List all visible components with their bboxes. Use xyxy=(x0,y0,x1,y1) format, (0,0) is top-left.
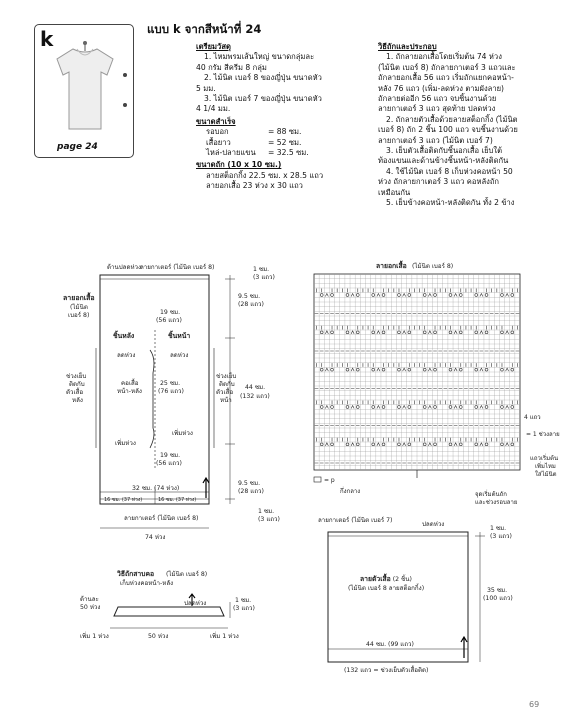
yarn-over-icon xyxy=(423,368,426,371)
decrease-stitch-icon xyxy=(325,294,328,297)
decrease-stitch-icon xyxy=(403,331,406,334)
yarn-over-icon xyxy=(434,443,437,446)
yarn-over-icon xyxy=(398,294,401,297)
yarn-over-icon xyxy=(382,443,385,446)
yarn-over-icon xyxy=(320,294,323,297)
neckband-50: 50 ห่วง xyxy=(148,633,169,640)
yarn-over-icon xyxy=(501,331,504,334)
yarn-over-icon xyxy=(356,406,359,409)
yarn-over-icon xyxy=(485,406,488,409)
yarn-over-icon xyxy=(346,368,349,371)
decrease-stitch-icon xyxy=(377,443,380,446)
method-line: 1. ถักลายอกเสื้อโดยเริ่มต้น 74 ห่วง xyxy=(386,52,502,62)
method-line: เบอร์ 8) ถัก 2 ชิ้น 100 แถว จบชิ้นงานด้วย xyxy=(378,125,518,135)
yarn-over-icon xyxy=(511,406,514,409)
materials-heading: เตรียมวัสดุ xyxy=(196,42,231,51)
chart-title: ลายอกเสื้อ xyxy=(376,262,407,270)
decrease-stitch-icon xyxy=(325,368,328,371)
yarn-over-icon xyxy=(346,331,349,334)
yarn-over-icon xyxy=(408,443,411,446)
method-section xyxy=(378,42,544,209)
yarn-over-icon xyxy=(331,406,334,409)
materials-line: 4 1/4 มม. xyxy=(196,104,231,114)
chart-note-end: เพิ่มไหม xyxy=(535,463,556,470)
yarn-over-icon xyxy=(331,294,334,297)
neckband-inc-left: เพิ่ม 1 ห่วง xyxy=(80,633,109,640)
method-line: 4. ใช้ไม้นิต เบอร์ 8 เก็บห่วงคอหน้า 50 xyxy=(386,166,513,176)
body-center-sub: (ไม้นิต เบอร์ 8 ลายสต็อกกิ้ง) xyxy=(348,585,425,592)
yarn-over-icon xyxy=(501,443,504,446)
yarn-over-icon xyxy=(459,331,462,334)
yarn-over-icon xyxy=(372,331,375,334)
decrease-stitch-icon xyxy=(403,368,406,371)
neckband-1cm: 1 ซม. xyxy=(235,597,252,604)
materials-line: 2. ไม้นิต เบอร์ 8 ของญี่ปุ่น ขนาดหัว xyxy=(204,73,322,83)
neckband-bind: ปลดห่วง xyxy=(184,600,207,607)
yarn-over-icon xyxy=(459,368,462,371)
yarn-over-icon xyxy=(449,331,452,334)
yarn-over-icon xyxy=(398,443,401,446)
decrease-stitch-icon xyxy=(506,368,509,371)
pattern-card xyxy=(34,24,134,158)
yoke-bottom-16b: 16 ซม. (37 ห่วง) xyxy=(158,497,197,503)
yoke-left-title: ลายอกเสื้อ xyxy=(63,294,95,302)
yarn-over-icon xyxy=(511,368,514,371)
body-garter-top: ลายกาเตอร์ (ไม้นิต เบอร์ 7) xyxy=(318,517,393,524)
decrease-stitch-icon xyxy=(506,331,509,334)
body-center-title: ลายตัวเสื้อ (2 ชิ้น) xyxy=(360,575,412,583)
yarn-over-icon xyxy=(459,406,462,409)
neckband-left: ด้านละ xyxy=(80,596,99,603)
yoke-dim-28b: (28 แถว) xyxy=(238,488,264,495)
yarn-over-icon xyxy=(356,331,359,334)
body-3rows: (3 แถว) xyxy=(490,533,512,540)
method-line: ถักลายต่ออีก 56 แถว จบชิ้นงานด้วย xyxy=(378,94,497,104)
yarn-over-icon xyxy=(511,331,514,334)
yarn-over-icon xyxy=(434,294,437,297)
chart-center: กึ่งกลาง xyxy=(340,488,361,495)
chart-note-start: จุดเริ่มต้นถัก xyxy=(475,491,507,498)
yarn-over-icon xyxy=(382,368,385,371)
yarn-over-icon xyxy=(320,331,323,334)
neckband-left: 50 ห่วง xyxy=(80,604,101,611)
decrease-stitch-icon xyxy=(351,331,354,334)
yoke-inner-25: 25 ซม. xyxy=(160,380,181,387)
yoke-dec-right: ลดห่วง xyxy=(170,352,189,359)
yarn-over-icon xyxy=(485,294,488,297)
yarn-over-icon xyxy=(485,443,488,446)
decrease-stitch-icon xyxy=(454,331,457,334)
binder-hole xyxy=(123,103,127,107)
yoke-left-sub: (ไม้นิต xyxy=(70,304,88,311)
method-line: เหมือนกัน xyxy=(378,187,411,197)
yarn-over-icon xyxy=(475,331,478,334)
finished-size-heading: ขนาดสำเร็จ xyxy=(196,116,236,126)
decrease-stitch-icon xyxy=(403,443,406,446)
method-line: ลายกาเตอร์ 3 แถว สุดท้าย ปลดห่วง xyxy=(378,104,496,114)
finished-size-row: รอบอก = 88 ซม. xyxy=(206,127,302,137)
yarn-over-icon xyxy=(459,294,462,297)
yoke-right-side: ช่วงเย็บ xyxy=(216,373,237,380)
stitch-chart xyxy=(300,258,570,518)
decrease-stitch-icon xyxy=(351,406,354,409)
yoke-garter-top: ลายกาเตอร์ (ไม้นิต เบอร์ 8) xyxy=(140,264,215,271)
yarn-over-icon xyxy=(408,368,411,371)
decrease-stitch-icon xyxy=(506,443,509,446)
method-line: 2. ถักลายตัวเสื้อด้วยลายสต็อกกิ้ง (ไม้นิต xyxy=(386,114,518,124)
page-number: 69 xyxy=(529,700,540,709)
yoke-left-side: ติดกับ xyxy=(69,381,85,388)
yarn-over-icon xyxy=(449,406,452,409)
yoke-dim-9-5b: 9.5 ซม. xyxy=(238,480,261,487)
yarn-over-icon xyxy=(382,406,385,409)
yoke-dim-9-5: 9.5 ซม. xyxy=(238,293,261,300)
yoke-dim-28: (28 แถว) xyxy=(238,301,264,308)
yoke-neck: หน้า-หลัง xyxy=(117,388,142,395)
yoke-top-note: ด้านปลดห่วง xyxy=(107,264,142,271)
finished-size-row: ไหล่-ปลายแขน = 32.5 ซม. xyxy=(206,148,309,158)
yoke-right-side: ติดกับ xyxy=(219,381,235,388)
yarn-over-icon xyxy=(449,443,452,446)
yoke-neck: คอเสื้อ xyxy=(121,380,139,387)
method-line: หลัง 76 แถว (เพิ่ม-ลดห่วง ตามผังลาย) xyxy=(378,83,505,93)
yarn-over-icon xyxy=(320,406,323,409)
yarn-over-icon xyxy=(331,368,334,371)
yoke-right-side: หน้า xyxy=(220,397,232,404)
yarn-over-icon xyxy=(372,368,375,371)
decrease-stitch-icon xyxy=(454,294,457,297)
yoke-inc-right: เพิ่มห่วง xyxy=(172,430,193,437)
yarn-over-icon xyxy=(501,294,504,297)
neckband-diagram xyxy=(80,566,260,646)
yarn-over-icon xyxy=(408,331,411,334)
yoke-dim-44: 44 ซม. xyxy=(245,384,266,391)
materials-section xyxy=(196,42,366,192)
yarn-over-icon xyxy=(423,406,426,409)
yarn-over-icon xyxy=(408,294,411,297)
yarn-over-icon xyxy=(408,406,411,409)
method-line: 5. เย็บข้างคอหน้า-หลังติดกัน ทั้ง 2 ข้าง xyxy=(386,198,515,208)
yoke-dim-3rows: (3 แถว) xyxy=(253,274,275,281)
yarn-over-icon xyxy=(501,368,504,371)
method-line: ถักลายอกเสื้อ 56 แถว เริ่มถักแยกคอหน้า- xyxy=(378,73,514,83)
yoke-dim-3b: (3 แถว) xyxy=(258,516,280,523)
body-35: 35 ซม. xyxy=(487,587,508,594)
yarn-over-icon xyxy=(346,294,349,297)
yoke-inner-56: (56 แถว) xyxy=(156,317,182,324)
body-bottom-132: (132 แถว = ช่วงเย็บตัวเสื้อติด) xyxy=(344,667,429,674)
chart-grid xyxy=(314,274,520,478)
decrease-stitch-icon xyxy=(325,443,328,446)
yoke-back-piece: ชิ้นหลัง xyxy=(113,332,135,340)
neckband-3rows: (3 แถว) xyxy=(233,605,255,612)
method-line: 3. เย็บตัวเสื้อติดกับชิ้นอกเสื้อ เย็บใต้ xyxy=(386,146,503,156)
yoke-inner-56b: (56 แถว) xyxy=(156,460,182,467)
decrease-stitch-icon xyxy=(506,406,509,409)
decrease-stitch-icon xyxy=(377,294,380,297)
decrease-stitch-icon xyxy=(454,406,457,409)
finished-size-row: เสื้อยาว = 52 ซม. xyxy=(206,137,302,147)
chart-title-sub: (ไม้นิต เบอร์ 8) xyxy=(412,263,454,270)
yoke-left-side: หลัง xyxy=(72,397,83,404)
materials-line: 1. ไหมพรมเส้นใหญ่ ขนาดกลุ่มละ xyxy=(204,52,315,62)
yarn-over-icon xyxy=(356,443,359,446)
yoke-schematic xyxy=(0,258,300,558)
yarn-over-icon xyxy=(346,406,349,409)
body-bottom-44: 44 ซม. (99 แถว) xyxy=(366,641,414,648)
chart-note-4: 4 แถว xyxy=(524,414,541,421)
decrease-stitch-icon xyxy=(428,406,431,409)
yoke-bottom-32: 32 ซม. (74 ห่วง) xyxy=(132,485,180,492)
materials-line: 5 มม. xyxy=(196,83,216,93)
binder-hole xyxy=(123,73,127,77)
card-page-label: page 24 xyxy=(57,142,98,152)
neckband-inc-right: เพิ่ม 1 ห่วง xyxy=(210,633,239,640)
body-100: (100 แถว) xyxy=(483,595,513,602)
yarn-over-icon xyxy=(398,331,401,334)
yarn-over-icon xyxy=(475,368,478,371)
decrease-stitch-icon xyxy=(351,443,354,446)
yoke-inner-19b: 19 ซม. xyxy=(160,452,181,459)
decrease-stitch-icon xyxy=(506,294,509,297)
yarn-over-icon xyxy=(423,294,426,297)
yarn-over-icon xyxy=(434,368,437,371)
yarn-over-icon xyxy=(331,443,334,446)
yoke-inner-76: (76 แถว) xyxy=(158,388,184,395)
yoke-dim-132: (132 แถว) xyxy=(240,393,270,400)
body-1cm: 1 ซม. xyxy=(490,525,507,532)
yoke-inner-19: 19 ซม. xyxy=(160,309,181,316)
decrease-stitch-icon xyxy=(377,331,380,334)
yarn-over-icon xyxy=(485,368,488,371)
yarn-over-icon xyxy=(372,406,375,409)
decrease-stitch-icon xyxy=(480,406,483,409)
yarn-over-icon xyxy=(423,443,426,446)
decrease-stitch-icon xyxy=(480,443,483,446)
decrease-stitch-icon xyxy=(454,443,457,446)
method-line: ลายกาเตอร์ 3 แถว (ไม้นิต เบอร์ 7) xyxy=(378,135,493,145)
decrease-stitch-icon xyxy=(351,294,354,297)
yarn-over-icon xyxy=(372,294,375,297)
yoke-left-side: ตัวเสื้อ xyxy=(66,389,84,396)
decrease-stitch-icon xyxy=(480,331,483,334)
yarn-over-icon xyxy=(423,331,426,334)
yoke-bottom-74: 74 ห่วง xyxy=(145,534,166,541)
materials-line: 3. ไม้นิต เบอร์ 7 ของญี่ปุ่น ขนาดหัว xyxy=(204,94,322,104)
yoke-inc-left: เพิ่มห่วง xyxy=(115,440,136,447)
decrease-stitch-icon xyxy=(325,331,328,334)
yarn-over-icon xyxy=(398,406,401,409)
decrease-stitch-icon xyxy=(403,406,406,409)
gauge-heading: ขนาดถัก (10 x 10 ซม.) xyxy=(196,160,282,170)
decrease-stitch-icon xyxy=(325,406,328,409)
yarn-over-icon xyxy=(475,294,478,297)
yarn-over-icon xyxy=(434,331,437,334)
yarn-over-icon xyxy=(346,443,349,446)
neckband-title-sub: (ไม้นิต เบอร์ 8) xyxy=(166,571,208,578)
chart-note-end: ใส่ไม้นิต xyxy=(535,471,557,478)
yarn-over-icon xyxy=(501,406,504,409)
legend-box-icon xyxy=(314,477,321,482)
body-bind: ปลดห่วง xyxy=(422,521,445,528)
yarn-over-icon xyxy=(475,406,478,409)
pattern-letter: k xyxy=(40,27,54,51)
decrease-stitch-icon xyxy=(480,294,483,297)
yarn-over-icon xyxy=(511,443,514,446)
yarn-over-icon xyxy=(449,368,452,371)
chart-note-end: แถวเริ่มต้น xyxy=(530,455,559,462)
decrease-stitch-icon xyxy=(351,368,354,371)
materials-line: 40 กรัม สีครีม 8 กลุ่ม xyxy=(196,62,267,72)
yoke-front-piece: ชิ้นหน้า xyxy=(168,332,191,340)
yarn-over-icon xyxy=(331,331,334,334)
yarn-over-icon xyxy=(475,443,478,446)
decrease-stitch-icon xyxy=(377,368,380,371)
yoke-dim-1b: 1 ซม. xyxy=(258,508,275,515)
gauge-line: ลายสต็อกกิ้ง 22.5 ซม. x 28.5 แถว xyxy=(206,170,324,180)
yarn-over-icon xyxy=(320,368,323,371)
yarn-over-icon xyxy=(398,368,401,371)
yoke-dec-left: ลดห่วง xyxy=(117,352,136,359)
tshirt-sketch-icon xyxy=(51,41,119,137)
decrease-stitch-icon xyxy=(428,331,431,334)
yarn-over-icon xyxy=(356,294,359,297)
chart-note-start: และช่วงรอบลาย xyxy=(475,499,518,506)
decrease-stitch-icon xyxy=(403,294,406,297)
yarn-over-icon xyxy=(511,294,514,297)
yarn-over-icon xyxy=(356,368,359,371)
yarn-over-icon xyxy=(434,406,437,409)
decrease-stitch-icon xyxy=(428,368,431,371)
method-line: ห่วง ถักลายกาเตอร์ 3 แถว คอหลังถัก xyxy=(378,177,500,187)
method-heading: วิธีถักและประกอบ xyxy=(378,42,437,51)
yoke-right-side: ตัวเสื้อ xyxy=(216,389,234,396)
yarn-over-icon xyxy=(485,331,488,334)
yarn-over-icon xyxy=(382,331,385,334)
method-line: ท้องแขนและด้านข้างชิ้นหน้า-หลังติดกัน xyxy=(378,156,509,166)
yarn-over-icon xyxy=(382,294,385,297)
yarn-over-icon xyxy=(459,443,462,446)
yarn-over-icon xyxy=(320,443,323,446)
yarn-over-icon xyxy=(372,443,375,446)
neckband-title: วิธีถักสาบคอ xyxy=(117,570,155,578)
gauge-line: ลายอกเสื้อ 23 ห่วง x 30 แถว xyxy=(206,181,303,191)
neckband-pickup: เก็บห่วงคอหน้า-หลัง xyxy=(120,580,174,587)
decrease-stitch-icon xyxy=(428,294,431,297)
yoke-left-sub: เบอร์ 8) xyxy=(68,312,90,319)
decrease-stitch-icon xyxy=(377,406,380,409)
neckband-shape xyxy=(114,607,224,616)
chart-legend: = p xyxy=(324,477,335,484)
yoke-dim-1cm: 1 ซม. xyxy=(253,266,270,273)
decrease-stitch-icon xyxy=(454,368,457,371)
decrease-stitch-icon xyxy=(428,443,431,446)
pattern-title: แบบ k จากสีหน้าที่ 24 xyxy=(147,22,262,36)
decrease-stitch-icon xyxy=(480,368,483,371)
body-piece-diagram xyxy=(300,512,570,682)
yarn-over-icon xyxy=(449,294,452,297)
yoke-bottom-16a: 16 ซม. (37 ห่วง) xyxy=(104,497,143,503)
yoke-garter-bottom: ลายกาเตอร์ (ไม้นิต เบอร์ 8) xyxy=(124,515,199,522)
method-line: (ไม้นิต เบอร์ 8) ถักลายกาเตอร์ 3 แถวและ xyxy=(378,62,516,72)
chart-note-1: = 1 ช่วงลาย xyxy=(526,431,560,438)
yoke-left-side: ช่วงเย็บ xyxy=(66,373,87,380)
